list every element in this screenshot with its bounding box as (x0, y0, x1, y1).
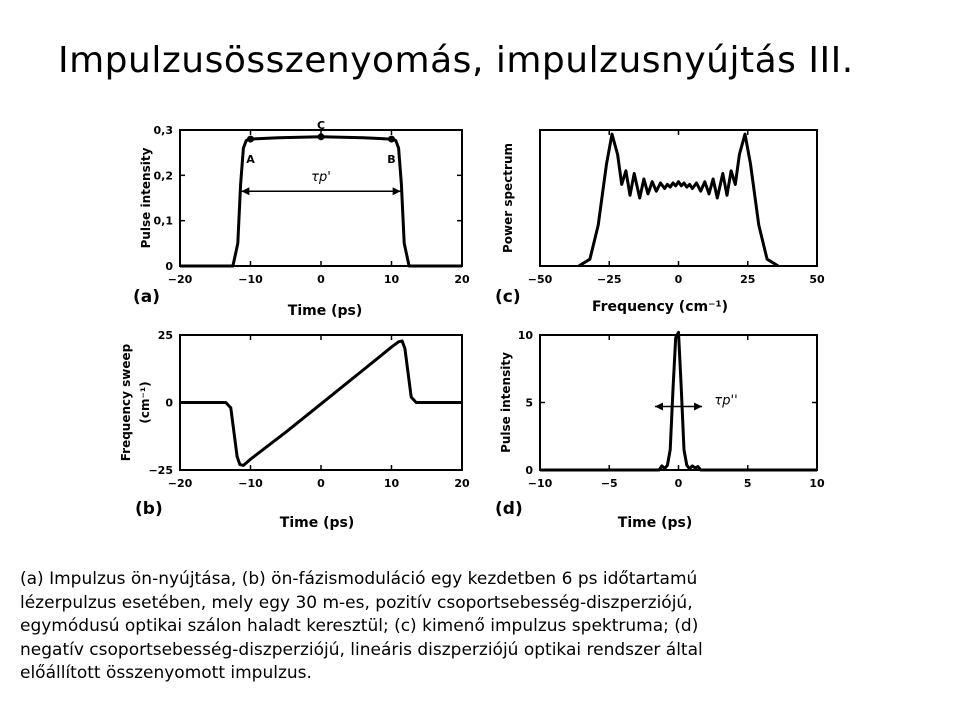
x-tick-label: 0 (317, 477, 325, 490)
x-tick-label: 20 (454, 273, 470, 286)
caption-line: lézerpulzus esetében, mely egy 30 m-es, pozitív csoportsebesség-diszperziójú, (20, 592, 693, 613)
x-tick-label: 25 (740, 273, 756, 286)
x-tick-label: −10 (527, 477, 553, 490)
x-axis-label: Time (ps) (287, 303, 363, 319)
plot-frame (180, 130, 462, 266)
y-tick-label: 10 (517, 329, 533, 342)
y-tick-label: 0 (165, 260, 173, 273)
figure-caption (20, 568, 886, 686)
y-axis-unit-label: (cm⁻¹) (138, 381, 152, 424)
x-tick-label: 50 (809, 273, 825, 286)
point-label: C (316, 118, 326, 132)
panel-label: (a) (133, 287, 161, 307)
series-line (579, 134, 778, 266)
panel-label: (c) (495, 287, 521, 307)
x-tick-label: 0 (674, 477, 683, 490)
page-title: Impulzusösszenyomás, impulzusnyújtás III. (58, 40, 854, 81)
point-label: B (387, 153, 396, 167)
caption-line: (a) Impulzus ön-nyújtása, (b) ön-fázismoduláció egy kezdetben 6 ps időtartamú (20, 569, 698, 589)
width-label: τp'' (714, 393, 738, 409)
y-axis-label: Pulse intensity (139, 147, 153, 249)
x-axis-label: Time (ps) (279, 515, 355, 531)
x-tick-label: 20 (454, 477, 470, 490)
series-line (540, 332, 817, 470)
x-tick-label: −10 (238, 477, 263, 490)
x-tick-label: −20 (167, 477, 193, 490)
x-tick-label: 0 (674, 273, 683, 286)
x-tick-label: 10 (809, 477, 825, 490)
plot-frame (540, 130, 817, 266)
y-tick-label: 0 (165, 396, 173, 410)
y-tick-label: 0,1 (153, 214, 173, 228)
arrow-head (694, 403, 702, 411)
y-tick-label: 5 (525, 396, 533, 410)
y-tick-label: 25 (157, 329, 173, 342)
arrow-head (241, 187, 249, 195)
data-point (247, 136, 254, 143)
caption-line: negatív csoportsebesség-diszperziójú, lineáris diszperziójú optikai rendszer által (20, 639, 703, 660)
data-point (318, 133, 325, 140)
x-tick-label: 10 (383, 273, 400, 286)
y-axis-label: Frequency sweep (119, 343, 133, 462)
x-tick-label: −50 (527, 273, 553, 286)
x-tick-label: −25 (596, 273, 622, 286)
panel-label: (d) (495, 499, 523, 519)
y-tick-label: 0 (525, 464, 533, 477)
series-line (180, 137, 462, 266)
width-label: τp' (311, 170, 331, 186)
panel-label: (b) (135, 499, 163, 519)
arrow-head (655, 403, 663, 411)
y-tick-label: 0,2 (153, 169, 173, 183)
y-axis-label: Power spectrum (501, 142, 515, 254)
x-tick-label: −5 (600, 477, 618, 490)
data-point (388, 136, 395, 143)
x-tick-label: −20 (167, 273, 193, 286)
x-tick-label: −10 (238, 273, 263, 286)
series-line (180, 341, 462, 466)
x-axis-label: Time (ps) (617, 515, 693, 531)
x-tick-label: 10 (383, 477, 400, 490)
caption-line: előállított összenyomott impulzus. (20, 663, 312, 683)
arrow-head (393, 187, 401, 195)
x-tick-label: 0 (317, 273, 325, 286)
point-label: A (246, 153, 255, 167)
y-axis-label: Pulse intensity (499, 352, 513, 453)
caption-line: egymódusú optikai szálon haladt keresztül; (c) kimenő impulzus spektruma; (d) (20, 616, 699, 636)
y-tick-label: 0,3 (153, 124, 173, 137)
y-tick-label: −25 (148, 464, 173, 477)
x-axis-label: Frequency (cm⁻¹) (591, 299, 729, 315)
x-tick-label: 5 (743, 477, 752, 490)
